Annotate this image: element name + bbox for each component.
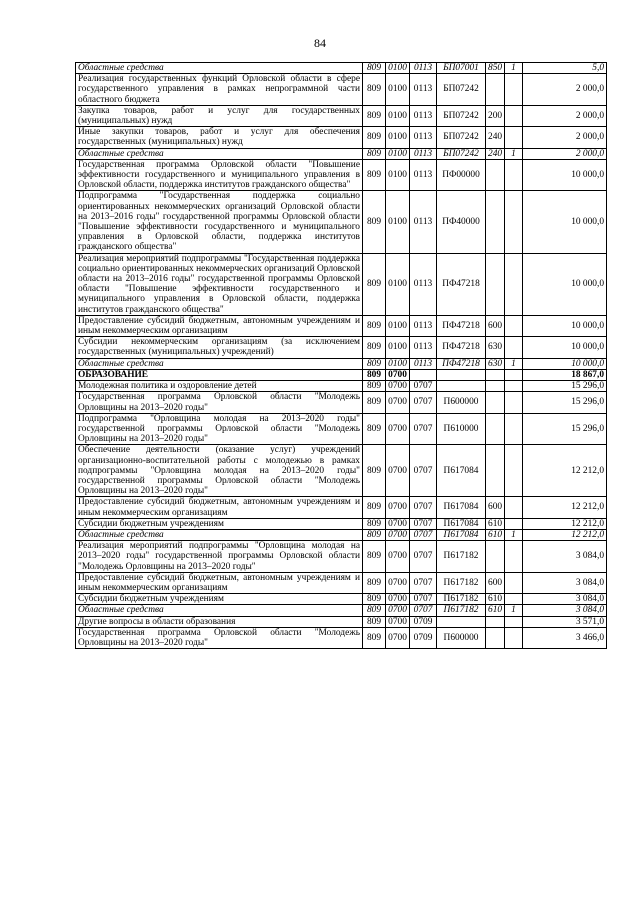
subsection-code-cell: 0113 bbox=[410, 358, 437, 369]
target-article-cell bbox=[437, 616, 486, 627]
subsection-code-cell: 0113 bbox=[410, 191, 437, 253]
expense-name-cell: Областные средства bbox=[76, 605, 363, 616]
target-article-cell: П617182 bbox=[437, 572, 486, 593]
section-code-cell: 0700 bbox=[386, 627, 410, 648]
expense-type-cell: 240 bbox=[486, 148, 505, 159]
expense-type-cell: 200 bbox=[486, 105, 505, 126]
amount-cell: 15 296,0 bbox=[523, 413, 607, 445]
section-code-cell: 0700 bbox=[386, 445, 410, 497]
subsection-code-cell: 0707 bbox=[410, 445, 437, 497]
expense-name-cell: Реализация мероприятий подпрограммы "Государственная поддержка социально ориентированных некоммерческих организаций Орловской области на 2013–2016 годы" государственной программы Орловской области "Повышение эффективности государственного и муниципального управления в Орловской области, поддержка институтов гражданского общества" bbox=[76, 253, 363, 315]
target-article-cell: П610000 bbox=[437, 413, 486, 445]
amount-cell: 2 000,0 bbox=[523, 148, 607, 159]
target-article-cell: П617084 bbox=[437, 518, 486, 529]
expense-type-cell: 600 bbox=[486, 572, 505, 593]
ministry-code-cell: 809 bbox=[363, 529, 386, 540]
table-row bbox=[76, 315, 607, 336]
section-code-cell: 0100 bbox=[386, 191, 410, 253]
subsection-code-cell: 0709 bbox=[410, 627, 437, 648]
expense-name-cell: Субсидии бюджетным учреждениям bbox=[76, 518, 363, 529]
ministry-code-cell: 809 bbox=[363, 148, 386, 159]
expense-type-cell bbox=[486, 541, 505, 573]
table-row bbox=[76, 369, 607, 380]
amount-cell: 2 000,0 bbox=[523, 127, 607, 148]
amount-cell: 5,0 bbox=[523, 63, 607, 74]
expense-name-cell: Субсидии некоммерческим организациям (за исключением государственных (муниципальных) учреждений) bbox=[76, 337, 363, 358]
expense-type-cell bbox=[486, 381, 505, 392]
section-code-cell: 0700 bbox=[386, 369, 410, 380]
expense-type-cell: 610 bbox=[486, 594, 505, 605]
subsection-code-cell: 0113 bbox=[410, 315, 437, 336]
section-code-cell: 0100 bbox=[386, 105, 410, 126]
ministry-code-cell: 809 bbox=[363, 63, 386, 74]
expense-type-cell bbox=[486, 413, 505, 445]
expense-type-cell bbox=[486, 253, 505, 315]
amount-cell: 15 296,0 bbox=[523, 381, 607, 392]
target-article-cell: П600000 bbox=[437, 627, 486, 648]
subsection-code-cell: 0113 bbox=[410, 253, 437, 315]
amount-cell: 3 466,0 bbox=[523, 627, 607, 648]
ministry-code-cell: 809 bbox=[363, 518, 386, 529]
ministry-code-cell: 809 bbox=[363, 253, 386, 315]
ministry-code-cell: 809 bbox=[363, 497, 386, 518]
funding-source-cell bbox=[505, 369, 523, 380]
subsection-code-cell bbox=[410, 369, 437, 380]
funding-source-cell bbox=[505, 445, 523, 497]
section-code-cell: 0700 bbox=[386, 392, 410, 413]
expense-type-cell: 610 bbox=[486, 529, 505, 540]
funding-source-cell bbox=[505, 413, 523, 445]
ministry-code-cell: 809 bbox=[363, 381, 386, 392]
ministry-code-cell: 809 bbox=[363, 616, 386, 627]
subsection-code-cell: 0113 bbox=[410, 127, 437, 148]
ministry-code-cell: 809 bbox=[363, 74, 386, 106]
target-article-cell: П617182 bbox=[437, 594, 486, 605]
target-article-cell: ПФ47218 bbox=[437, 253, 486, 315]
subsection-code-cell: 0707 bbox=[410, 518, 437, 529]
section-code-cell: 0700 bbox=[386, 572, 410, 593]
expense-name-cell: Областные средства bbox=[76, 63, 363, 74]
table-row bbox=[76, 445, 607, 497]
table-row bbox=[76, 358, 607, 369]
amount-cell: 18 867,0 bbox=[523, 369, 607, 380]
target-article-cell: БП07242 bbox=[437, 127, 486, 148]
target-article-cell: ПФ47218 bbox=[437, 315, 486, 336]
section-code-cell: 0700 bbox=[386, 616, 410, 627]
table-row bbox=[76, 191, 607, 253]
section-code-cell: 0700 bbox=[386, 413, 410, 445]
budget-table bbox=[75, 62, 607, 649]
expense-type-cell bbox=[486, 369, 505, 380]
amount-cell: 12 212,0 bbox=[523, 445, 607, 497]
expense-name-cell: Иные закупки товаров, работ и услуг для обеспечения государственных (муниципальных) нужд bbox=[76, 127, 363, 148]
section-code-cell: 0700 bbox=[386, 594, 410, 605]
ministry-code-cell: 809 bbox=[363, 413, 386, 445]
subsection-code-cell: 0113 bbox=[410, 148, 437, 159]
subsection-code-cell: 0113 bbox=[410, 159, 437, 191]
expense-name-cell: Государственная программа Орловской области "Молодежь Орловщины на 2013–2020 годы" bbox=[76, 627, 363, 648]
expense-type-cell: 600 bbox=[486, 497, 505, 518]
subsection-code-cell: 0113 bbox=[410, 337, 437, 358]
amount-cell: 10 000,0 bbox=[523, 159, 607, 191]
subsection-code-cell: 0707 bbox=[410, 541, 437, 573]
amount-cell: 3 084,0 bbox=[523, 572, 607, 593]
funding-source-cell bbox=[505, 159, 523, 191]
subsection-code-cell: 0113 bbox=[410, 105, 437, 126]
amount-cell: 15 296,0 bbox=[523, 392, 607, 413]
expense-name-cell: Обеспечение деятельности (оказание услуг) учреждений организационно-воспитательной работы с молодежью в рамках подпрограммы "Орловщина молодая на 2013–2020 годы" государственной программы Орловской области "Молодежь Орловщины на 2013–2020 годы" bbox=[76, 445, 363, 497]
section-code-cell: 0100 bbox=[386, 74, 410, 106]
subsection-code-cell: 0707 bbox=[410, 413, 437, 445]
target-article-cell: БП07242 bbox=[437, 74, 486, 106]
target-article-cell: П617084 bbox=[437, 497, 486, 518]
funding-source-cell bbox=[505, 627, 523, 648]
funding-source-cell bbox=[505, 253, 523, 315]
expense-type-cell bbox=[486, 159, 505, 191]
amount-cell: 2 000,0 bbox=[523, 105, 607, 126]
amount-cell: 10 000,0 bbox=[523, 253, 607, 315]
table-row bbox=[76, 127, 607, 148]
funding-source-cell bbox=[505, 105, 523, 126]
expense-type-cell: 240 bbox=[486, 127, 505, 148]
section-code-cell: 0700 bbox=[386, 605, 410, 616]
expense-name-cell: Предоставление субсидий бюджетным, автономным учреждениям и иным некоммерческим организациям bbox=[76, 497, 363, 518]
amount-cell: 12 212,0 bbox=[523, 518, 607, 529]
budget-table-body bbox=[76, 63, 607, 649]
subsection-code-cell: 0707 bbox=[410, 529, 437, 540]
expense-name-cell: Предоставление субсидий бюджетным, автономным учреждениям и иным некоммерческим организациям bbox=[76, 572, 363, 593]
section-code-cell: 0700 bbox=[386, 381, 410, 392]
funding-source-cell bbox=[505, 518, 523, 529]
section-code-cell: 0700 bbox=[386, 541, 410, 573]
target-article-cell: П617084 bbox=[437, 445, 486, 497]
subsection-code-cell: 0113 bbox=[410, 63, 437, 74]
expense-type-cell: 630 bbox=[486, 358, 505, 369]
table-row bbox=[76, 529, 607, 540]
ministry-code-cell: 809 bbox=[363, 392, 386, 413]
section-code-cell: 0100 bbox=[386, 253, 410, 315]
expense-name-cell: Государственная программа Орловской области "Молодежь Орловщины на 2013–2020 годы" bbox=[76, 392, 363, 413]
expense-name-cell: Другие вопросы в области образования bbox=[76, 616, 363, 627]
funding-source-cell bbox=[505, 315, 523, 336]
table-row bbox=[76, 148, 607, 159]
expense-name-cell: Областные средства bbox=[76, 148, 363, 159]
target-article-cell: ПФ47218 bbox=[437, 358, 486, 369]
section-code-cell: 0100 bbox=[386, 148, 410, 159]
ministry-code-cell: 809 bbox=[363, 159, 386, 191]
table-row bbox=[76, 105, 607, 126]
section-code-cell: 0100 bbox=[386, 127, 410, 148]
subsection-code-cell: 0707 bbox=[410, 392, 437, 413]
ministry-code-cell: 809 bbox=[363, 127, 386, 148]
expense-name-cell: Молодежная политика и оздоровление детей bbox=[76, 381, 363, 392]
amount-cell: 12 212,0 bbox=[523, 497, 607, 518]
expense-type-cell: 850 bbox=[486, 63, 505, 74]
table-row bbox=[76, 627, 607, 648]
expense-name-cell: Государственная программа Орловской области "Повышение эффективности государственного и муниципального управления в Орловской области, поддержка институтов гражданского общества" bbox=[76, 159, 363, 191]
table-row bbox=[76, 74, 607, 106]
target-article-cell: БП07242 bbox=[437, 148, 486, 159]
subsection-code-cell: 0707 bbox=[410, 381, 437, 392]
table-row bbox=[76, 541, 607, 573]
funding-source-cell bbox=[505, 594, 523, 605]
expense-name-cell: Субсидии бюджетным учреждениям bbox=[76, 594, 363, 605]
section-code-cell: 0100 bbox=[386, 337, 410, 358]
expense-type-cell: 630 bbox=[486, 337, 505, 358]
table-row bbox=[76, 63, 607, 74]
section-code-cell: 0100 bbox=[386, 63, 410, 74]
amount-cell: 3 084,0 bbox=[523, 541, 607, 573]
expense-name-cell: Реализация государственных функций Орловской области в сфере государственного управления в рамках непрограммной части областного бюджета bbox=[76, 74, 363, 106]
funding-source-cell bbox=[505, 381, 523, 392]
target-article-cell: ПФ40000 bbox=[437, 191, 486, 253]
target-article-cell: П600000 bbox=[437, 392, 486, 413]
table-row bbox=[76, 159, 607, 191]
target-article-cell bbox=[437, 381, 486, 392]
amount-cell: 10 000,0 bbox=[523, 315, 607, 336]
subsection-code-cell: 0707 bbox=[410, 594, 437, 605]
target-article-cell: ПФ47218 bbox=[437, 337, 486, 358]
target-article-cell: П617182 bbox=[437, 541, 486, 573]
amount-cell: 10 000,0 bbox=[523, 337, 607, 358]
expense-type-cell: 610 bbox=[486, 518, 505, 529]
expense-type-cell bbox=[486, 445, 505, 497]
funding-source-cell bbox=[505, 541, 523, 573]
target-article-cell: П617084 bbox=[437, 529, 486, 540]
table-row bbox=[76, 572, 607, 593]
funding-source-cell: 1 bbox=[505, 148, 523, 159]
amount-cell: 3 571,0 bbox=[523, 616, 607, 627]
table-row bbox=[76, 594, 607, 605]
page-number: 84 bbox=[314, 36, 326, 50]
subsection-code-cell: 0707 bbox=[410, 605, 437, 616]
funding-source-cell bbox=[505, 127, 523, 148]
section-code-cell: 0700 bbox=[386, 529, 410, 540]
expense-name-cell: ОБРАЗОВАНИЕ bbox=[76, 369, 363, 380]
expense-name-cell: Областные средства bbox=[76, 529, 363, 540]
expense-type-cell bbox=[486, 191, 505, 253]
section-code-cell: 0700 bbox=[386, 497, 410, 518]
funding-source-cell: 1 bbox=[505, 358, 523, 369]
subsection-code-cell: 0707 bbox=[410, 497, 437, 518]
ministry-code-cell: 809 bbox=[363, 627, 386, 648]
ministry-code-cell: 809 bbox=[363, 541, 386, 573]
expense-type-cell bbox=[486, 627, 505, 648]
expense-name-cell: Областные средства bbox=[76, 358, 363, 369]
ministry-code-cell: 809 bbox=[363, 315, 386, 336]
ministry-code-cell: 809 bbox=[363, 445, 386, 497]
target-article-cell: П617182 bbox=[437, 605, 486, 616]
funding-source-cell bbox=[505, 616, 523, 627]
ministry-code-cell: 809 bbox=[363, 594, 386, 605]
target-article-cell: БП07001 bbox=[437, 63, 486, 74]
ministry-code-cell: 809 bbox=[363, 191, 386, 253]
funding-source-cell: 1 bbox=[505, 605, 523, 616]
table-row bbox=[76, 413, 607, 445]
ministry-code-cell: 809 bbox=[363, 337, 386, 358]
table-row bbox=[76, 253, 607, 315]
ministry-code-cell: 809 bbox=[363, 369, 386, 380]
funding-source-cell bbox=[505, 191, 523, 253]
expense-type-cell: 610 bbox=[486, 605, 505, 616]
funding-source-cell bbox=[505, 392, 523, 413]
funding-source-cell bbox=[505, 337, 523, 358]
ministry-code-cell: 809 bbox=[363, 105, 386, 126]
table-row bbox=[76, 392, 607, 413]
amount-cell: 3 084,0 bbox=[523, 594, 607, 605]
funding-source-cell: 1 bbox=[505, 529, 523, 540]
expense-name-cell: Подпрограмма "Государственная поддержка социально ориентированных некоммерческих организаций Орловской области на 2013–2016 годы" государственной программы Орловской области "Повышение эффективности государственного и муниципального управления в Орловской области, поддержка институтов гражданского общества" bbox=[76, 191, 363, 253]
subsection-code-cell: 0707 bbox=[410, 572, 437, 593]
table-row bbox=[76, 605, 607, 616]
expense-type-cell bbox=[486, 392, 505, 413]
expense-type-cell: 600 bbox=[486, 315, 505, 336]
target-article-cell bbox=[437, 369, 486, 380]
section-code-cell: 0700 bbox=[386, 518, 410, 529]
funding-source-cell bbox=[505, 497, 523, 518]
section-code-cell: 0100 bbox=[386, 358, 410, 369]
table-row bbox=[76, 337, 607, 358]
amount-cell: 10 000,0 bbox=[523, 358, 607, 369]
target-article-cell: БП07242 bbox=[437, 105, 486, 126]
amount-cell: 12 212,0 bbox=[523, 529, 607, 540]
section-code-cell: 0100 bbox=[386, 315, 410, 336]
expense-name-cell: Реализация мероприятий подпрограммы "Орловщина молодая на 2013–2020 годы" государственной программы Орловской области "Молодежь Орловщины на 2013–2020 годы" bbox=[76, 541, 363, 573]
table-row bbox=[76, 381, 607, 392]
funding-source-cell bbox=[505, 74, 523, 106]
expense-name-cell: Закупка товаров, работ и услуг для государственных (муниципальных) нужд bbox=[76, 105, 363, 126]
section-code-cell: 0100 bbox=[386, 159, 410, 191]
ministry-code-cell: 809 bbox=[363, 358, 386, 369]
amount-cell: 3 084,0 bbox=[523, 605, 607, 616]
expense-name-cell: Подпрограмма "Орловщина молодая на 2013–2020 годы" государственной программы Орловской области "Молодежь Орловщины на 2013–2020 годы" bbox=[76, 413, 363, 445]
expense-type-cell bbox=[486, 74, 505, 106]
table-row bbox=[76, 616, 607, 627]
expense-name-cell: Предоставление субсидий бюджетным, автономным учреждениям и иным некоммерческим организациям bbox=[76, 315, 363, 336]
funding-source-cell bbox=[505, 572, 523, 593]
table-row bbox=[76, 518, 607, 529]
subsection-code-cell: 0709 bbox=[410, 616, 437, 627]
target-article-cell: ПФ00000 bbox=[437, 159, 486, 191]
table-row bbox=[76, 497, 607, 518]
expense-type-cell bbox=[486, 616, 505, 627]
amount-cell: 2 000,0 bbox=[523, 74, 607, 106]
ministry-code-cell: 809 bbox=[363, 605, 386, 616]
ministry-code-cell: 809 bbox=[363, 572, 386, 593]
funding-source-cell: 1 bbox=[505, 63, 523, 74]
subsection-code-cell: 0113 bbox=[410, 74, 437, 106]
amount-cell: 10 000,0 bbox=[523, 191, 607, 253]
